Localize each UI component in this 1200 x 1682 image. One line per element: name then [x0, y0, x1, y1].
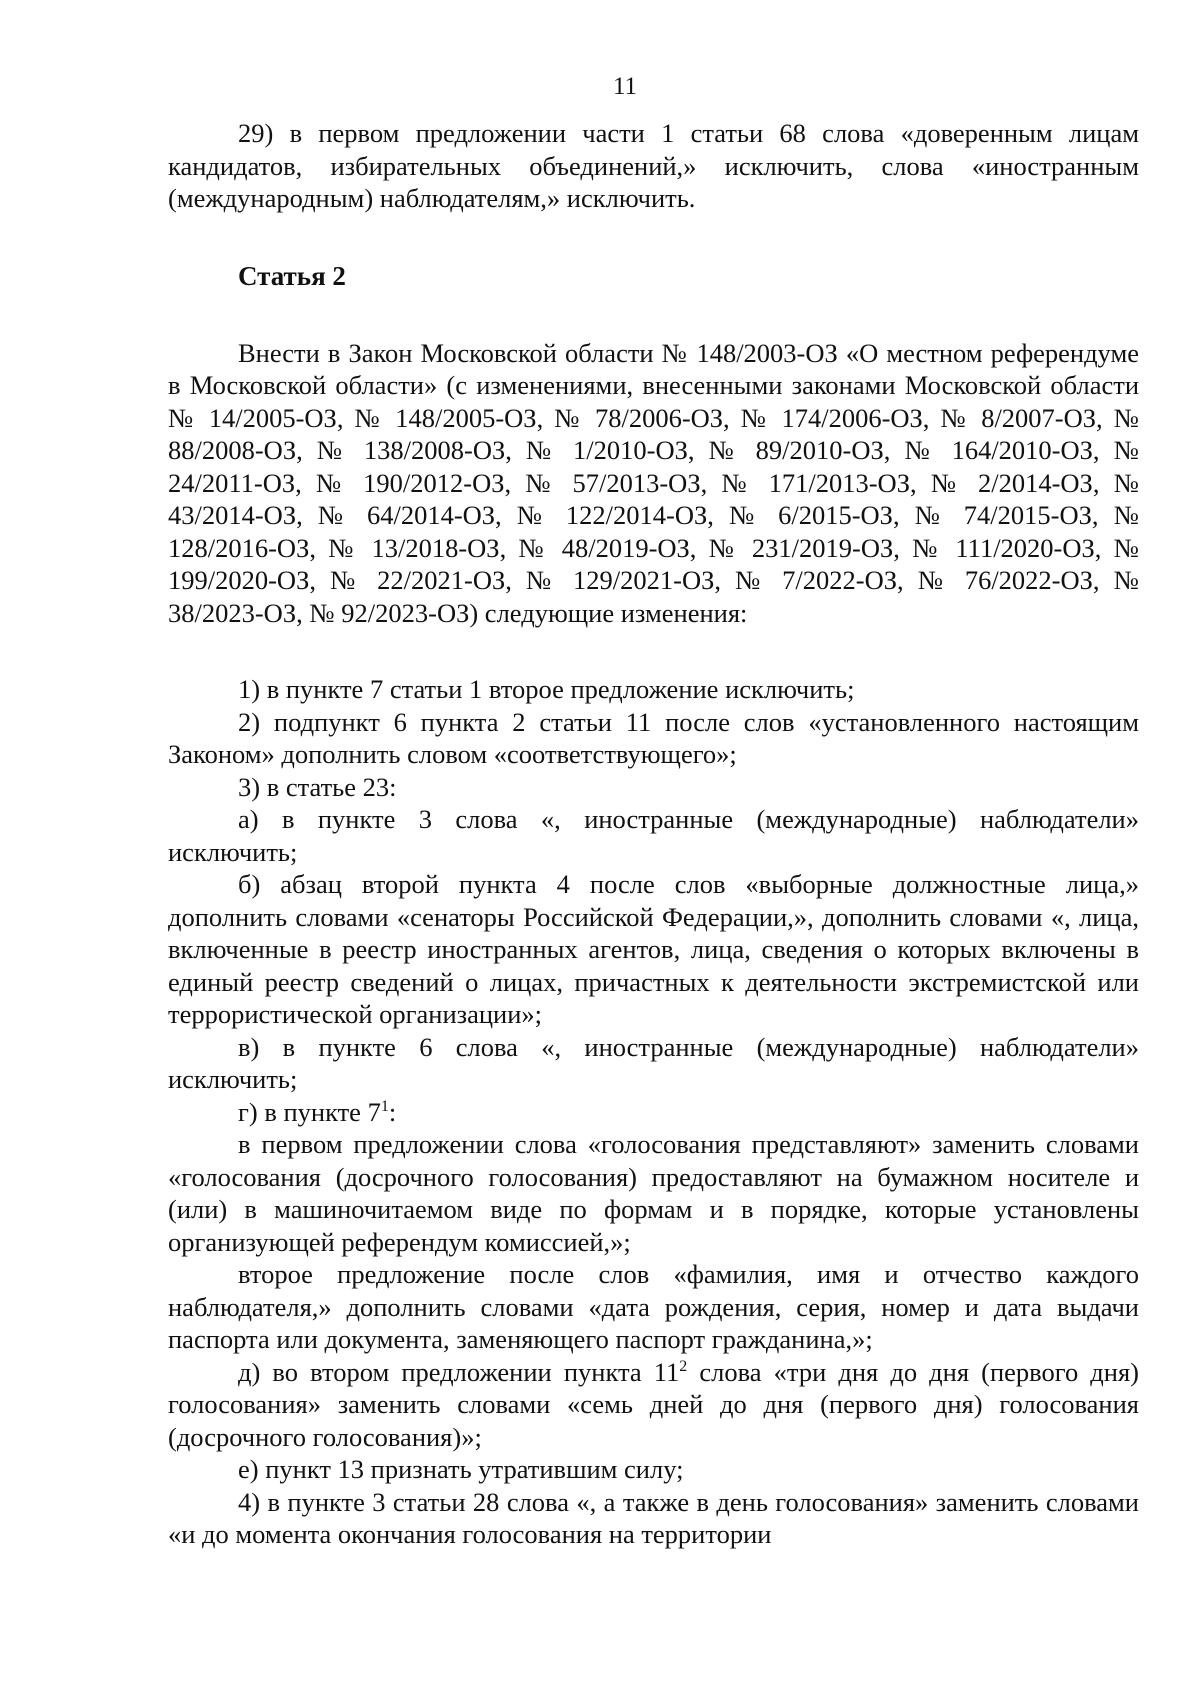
item-3b: б) абзац второй пункта 4 после слов «выборные должностные лица,» дополнить словами «сенаторы Российской Федерации,», дополнить словами «, лица, включенные в реестр иностранных агентов, лица, сведения о которых включены в единый реестр сведений о лицах, причастных к деятельности экстремистской или террористической организации»;	[168, 869, 1139, 1029]
item-3g-superscript: 1	[380, 1097, 389, 1115]
item-3a: а) в пункте 3 слова «, иностранные (международные) наблюдатели» исключить;	[168, 804, 1139, 867]
item-3d-rest: слова «три дня до дня (первого дня) голосования» заменить словами «семь дней до дня (первого дня) голосования (досрочного голосования)»;	[168, 1356, 1139, 1452]
item-3d-text: д) во втором предложении пункта 11	[238, 1356, 680, 1387]
item-3d	[168, 1356, 1139, 1454]
item-4: 4) в пункте 3 статьи 28 слова «, а также в день голосования» заменить словами «и до момента окончания голосования на территории	[168, 1486, 1139, 1549]
article-heading: Статья 2	[238, 260, 346, 291]
amendments-list	[168, 673, 1139, 1551]
item-3g-sentence-1: в первом предложении слова «голосования представляют» заменить словами «голосования (досрочного голосования) предоставляют на бумажном носителе и (или) в машиночитаемом виде по формам и в порядке, которые установлены организующей референдум комиссией,»;	[168, 1129, 1139, 1257]
document-body	[168, 117, 1139, 1551]
item-2: 2) подпункт 6 пункта 2 статьи 11 после слов «установленного настоящим Законом» дополнить словом «соответствующего»;	[168, 706, 1139, 769]
item-3g-sentence-2: второе предложение после слов «фамилия, имя и отчество каждого наблюдателя,» дополнить словами «дата рождения, серия, номер и дата выдачи паспорта или документа, заменяющего паспорт гражданина,»;	[168, 1259, 1139, 1354]
item-3: 3) в статье 23:	[238, 771, 397, 802]
item-1: 1) в пункте 7 статьи 1 второе предложение исключить;	[238, 674, 855, 704]
paragraph-29: 29) в первом предложении части 1 статьи 68 слова «доверенным лицам кандидатов, избирательных объединений,» исключить, слова «иностранным (международным) наблюдателям,» исключить.	[168, 118, 1139, 213]
intro-paragraph: Внести в Закон Московской области № 148/2003-ОЗ «О местном референдуме в Московской области» (с изменениями, внесенными законами Московской области № 14/2005-ОЗ, № 148/2005-ОЗ, № 78/2006-ОЗ, № 174/2006-ОЗ, № 8/2007-ОЗ, № 88/2008-ОЗ, № 138/2008-ОЗ, № 1/2010-ОЗ, № 89/2010-ОЗ, № 164/2010-ОЗ, № 24/2011-ОЗ, № 190/2012-ОЗ, № 57/2013-ОЗ, № 171/2013-ОЗ, № 2/2014-ОЗ, № 43/2014-ОЗ, № 64/2014-ОЗ, № 122/2014-ОЗ, № 6/2015-ОЗ, № 74/2015-ОЗ, № 128/2016-ОЗ, № 13/2018-ОЗ, № 48/2019-ОЗ, № 231/2019-ОЗ, № 111/2020-ОЗ, № 199/2020-ОЗ, № 22/2021-ОЗ, № 129/2021-ОЗ, № 7/2022-ОЗ, № 76/2022-ОЗ, № 38/2023-ОЗ, № 92/2023-ОЗ) следующие изменения:	[168, 337, 1139, 628]
page-number: 11	[612, 73, 638, 100]
item-3e: е) пункт 13 признать утратившим силу;	[238, 1454, 684, 1484]
item-3d-superscript: 2	[679, 1357, 688, 1375]
item-3v: в) в пункте 6 слова «, иностранные (международные) наблюдатели» исключить;	[168, 1031, 1139, 1094]
item-3g	[168, 1096, 1139, 1129]
item-3g-colon: :	[388, 1096, 397, 1127]
item-3g-text: г) в пункте 7	[238, 1096, 381, 1127]
